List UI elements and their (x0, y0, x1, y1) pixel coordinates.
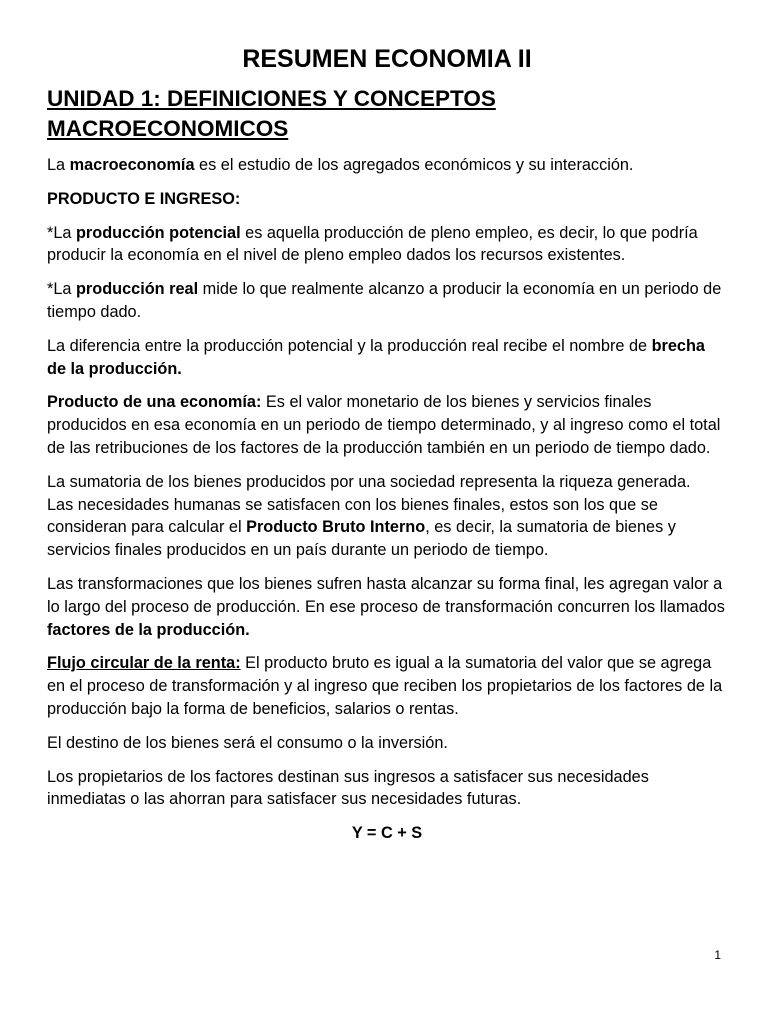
paragraph-flujo-circular: Flujo circular de la renta: El producto bruto es igual a la sumatoria del valor que se agrega en el proceso de transformación y al ingreso que reciben los propietarios de los factores de la producción bajo la forma de beneficios, salarios o rentas. (47, 654, 723, 718)
term-produccion-real: producción real (75, 280, 199, 299)
term-flujo-circular: Flujo circular de la renta: (47, 654, 241, 673)
term-factores: factores de la producción. (47, 620, 250, 639)
term-produccion-potencial: producción potencial (75, 223, 241, 242)
paragraph-transformaciones: Las transformaciones que los bienes sufren hasta alcanzar su forma final, les agregan valor a lo largo del proceso de producción. En ese proceso de transformación concurren los llamados factores de la producción. (47, 574, 725, 639)
term-brecha: brecha de la producción. (47, 336, 705, 378)
unit-heading: UNIDAD 1: DEFINICIONES Y CONCEPTOS MACROECONOMICOS (47, 86, 496, 141)
term-macroeconomia: macroeconomía (69, 156, 195, 174)
paragraph-destino: El destino de los bienes será el consumo o la inversión. (47, 733, 448, 752)
document-page (47, 42, 727, 856)
paragraph-brecha: La diferencia entre la producción potencial y la producción real recibe el nombre de brecha de la producción. (47, 336, 705, 378)
term-producto-economia: Producto de una economía: (47, 393, 262, 412)
paragraph-sumatoria: La sumatoria de los bienes producidos por una sociedad representa la riqueza generada. (47, 472, 691, 491)
paragraph-produccion-potencial: *La producción potencial es aquella producción de pleno empleo, es decir, lo que podría producir la economía en el nivel de pleno empleo dados los recursos existentes. (47, 223, 698, 265)
paragraph-produccion-real: *La producción real mide lo que realmente alcanzo a producir la economía en un periodo de tiempo dado. (47, 280, 722, 321)
paragraph-propietarios: Los propietarios de los factores destinan sus ingresos a satisfacer sus necesidades inmediatas o las ahorran para satisfacer sus necesidades futuras. (47, 767, 649, 809)
paragraph-macroeconomia: La macroeconomía es el estudio de los agregados económicos y su interacción. (47, 156, 634, 174)
section-heading: PRODUCTO E INGRESO: (47, 189, 241, 208)
paragraph-producto-economia: Producto de una economía: Es el valor monetario de los bienes y servicios finales producidos en esa economía en un periodo de tiempo determinado, y al ingreso como el total de las retribuciones de los factores de la producción también en un periodo de tiempo dado. (47, 393, 721, 457)
equation: Y = C + S (351, 824, 423, 843)
document-title: RESUMEN ECONOMIA II (242, 45, 532, 73)
paragraph-pbi: Las necesidades humanas se satisfacen con los bienes finales, estos son los que se consideran para calcular el Producto Bruto Interno, es decir, la sumatoria de bienes y servicios finales producidos en un país durante un periodo de tiempo. (47, 495, 676, 560)
page-number: 1 (714, 948, 721, 962)
term-pbi: Producto Bruto Interno (246, 518, 426, 537)
